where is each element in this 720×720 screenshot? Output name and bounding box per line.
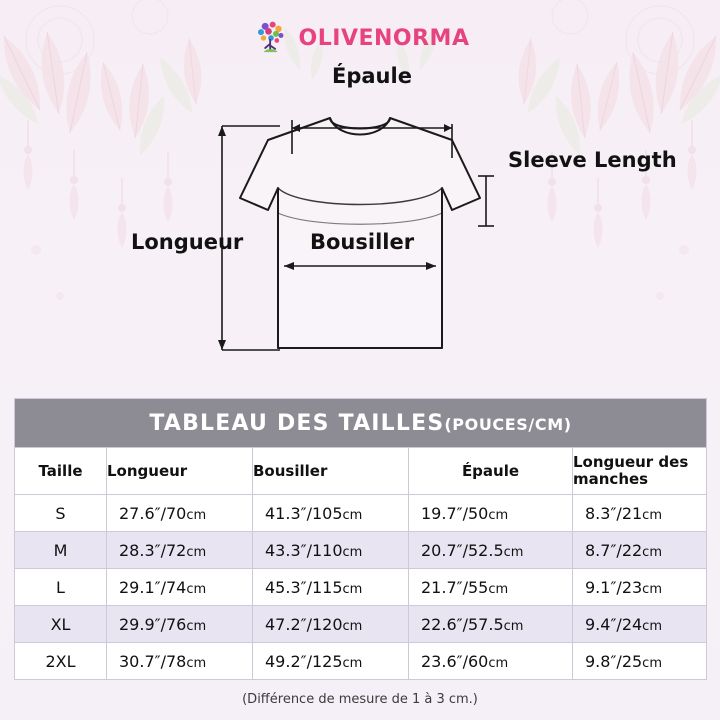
- cell-sleeve-value: 8.3″/21: [585, 503, 643, 523]
- cell-length-unit: cm: [186, 544, 207, 560]
- cell-sleeve-unit: cm: [642, 618, 662, 634]
- cell-length: [107, 606, 253, 643]
- cell-shoulder-value: 20.7″/52.5: [421, 540, 504, 560]
- header-size: Taille: [15, 448, 107, 495]
- table-row: [15, 569, 707, 606]
- cell-shoulder-value: 21.7″/55: [421, 577, 489, 597]
- cell-length: [107, 495, 253, 532]
- table-row: [15, 495, 707, 532]
- cell-shoulder-unit: cm: [503, 618, 524, 634]
- cell-bust-value: 49.2″/125: [265, 651, 343, 671]
- cell-shoulder: [409, 495, 573, 532]
- measurement-footnote: (Différence de mesure de 1 à 3 cm.): [242, 692, 478, 707]
- cell-sleeve: [573, 495, 707, 532]
- cell-sleeve-unit: cm: [642, 544, 662, 560]
- cell-size: XL: [15, 606, 107, 643]
- cell-shoulder-unit: cm: [503, 544, 524, 560]
- table-title-cell: [15, 399, 707, 448]
- cell-length: [107, 569, 253, 606]
- cell-shoulder-unit: cm: [488, 507, 509, 523]
- cell-length-value: 28.3″/72: [119, 540, 187, 560]
- table-title-sub: (POUCES/CM): [444, 414, 572, 434]
- cell-size: L: [15, 569, 107, 606]
- cell-sleeve-value: 9.4″/24: [585, 614, 643, 634]
- tshirt-measurement-diagram: [0, 58, 720, 398]
- cell-shoulder-unit: cm: [488, 655, 509, 671]
- cell-bust-value: 43.3″/110: [265, 540, 343, 560]
- cell-size: S: [15, 495, 107, 532]
- cell-sleeve: [573, 606, 707, 643]
- cell-bust: [253, 495, 409, 532]
- cell-bust: [253, 606, 409, 643]
- size-table: [14, 398, 707, 680]
- cell-bust-value: 45.3″/115: [265, 577, 343, 597]
- header-sleeve: Longueur des manches: [573, 448, 707, 495]
- diagram-label-length: Longueur: [131, 230, 244, 254]
- cell-sleeve: [573, 532, 707, 569]
- table-header-row: [15, 448, 707, 495]
- cell-length-value: 30.7″/78: [119, 651, 187, 671]
- cell-shoulder: [409, 606, 573, 643]
- header-shoulder: Épaule: [409, 448, 573, 495]
- cell-sleeve: [573, 643, 707, 680]
- cell-sleeve-value: 9.8″/25: [585, 651, 643, 671]
- cell-shoulder: [409, 569, 573, 606]
- cell-bust-unit: cm: [342, 507, 363, 523]
- header-bust: Bousiller: [253, 448, 409, 495]
- cell-size: 2XL: [15, 643, 107, 680]
- cell-length: [107, 532, 253, 569]
- diagram-label-shoulder: Épaule: [332, 64, 412, 88]
- cell-sleeve: [573, 569, 707, 606]
- diagram-label-bust: Bousiller: [310, 230, 415, 254]
- cell-bust-unit: cm: [342, 618, 363, 634]
- table-title-row: [15, 399, 707, 448]
- cell-sleeve-unit: cm: [642, 655, 662, 671]
- cell-length: [107, 643, 253, 680]
- cell-bust-unit: cm: [342, 544, 363, 560]
- cell-length-unit: cm: [186, 618, 207, 634]
- table-title-main: TABLEAU DES TAILLES: [149, 410, 445, 436]
- cell-shoulder-value: 22.6″/57.5: [421, 614, 504, 634]
- cell-length-unit: cm: [186, 581, 207, 597]
- cell-shoulder: [409, 643, 573, 680]
- table-row: [15, 643, 707, 680]
- header-length: Longueur: [107, 448, 253, 495]
- tshirt-outline-icon: [0, 58, 720, 398]
- diagram-label-sleeve: Sleeve Length: [508, 148, 677, 172]
- cell-length-value: 27.6″/70: [119, 503, 187, 523]
- cell-shoulder-value: 19.7″/50: [421, 503, 489, 523]
- cell-sleeve-value: 9.1″/23: [585, 577, 643, 597]
- cell-sleeve-unit: cm: [642, 581, 662, 597]
- size-table-wrapper: [14, 398, 706, 680]
- cell-shoulder: [409, 532, 573, 569]
- cell-sleeve-unit: cm: [642, 507, 662, 523]
- cell-size: M: [15, 532, 107, 569]
- cell-bust-value: 47.2″/120: [265, 614, 343, 634]
- brand-name: OLIVENORMA: [298, 25, 470, 51]
- brand-header: [0, 18, 720, 58]
- tree-logo-icon: [251, 18, 291, 58]
- cell-bust-unit: cm: [342, 581, 363, 597]
- cell-bust: [253, 532, 409, 569]
- cell-bust: [253, 643, 409, 680]
- cell-length-value: 29.9″/76: [119, 614, 187, 634]
- cell-shoulder-unit: cm: [488, 581, 509, 597]
- table-row: [15, 532, 707, 569]
- cell-length-unit: cm: [186, 655, 207, 671]
- cell-sleeve-value: 8.7″/22: [585, 540, 643, 560]
- cell-length-unit: cm: [186, 507, 207, 523]
- cell-shoulder-value: 23.6″/60: [421, 651, 489, 671]
- cell-bust-value: 41.3″/105: [265, 503, 343, 523]
- cell-length-value: 29.1″/74: [119, 577, 187, 597]
- cell-bust-unit: cm: [342, 655, 363, 671]
- table-row: [15, 606, 707, 643]
- cell-bust: [253, 569, 409, 606]
